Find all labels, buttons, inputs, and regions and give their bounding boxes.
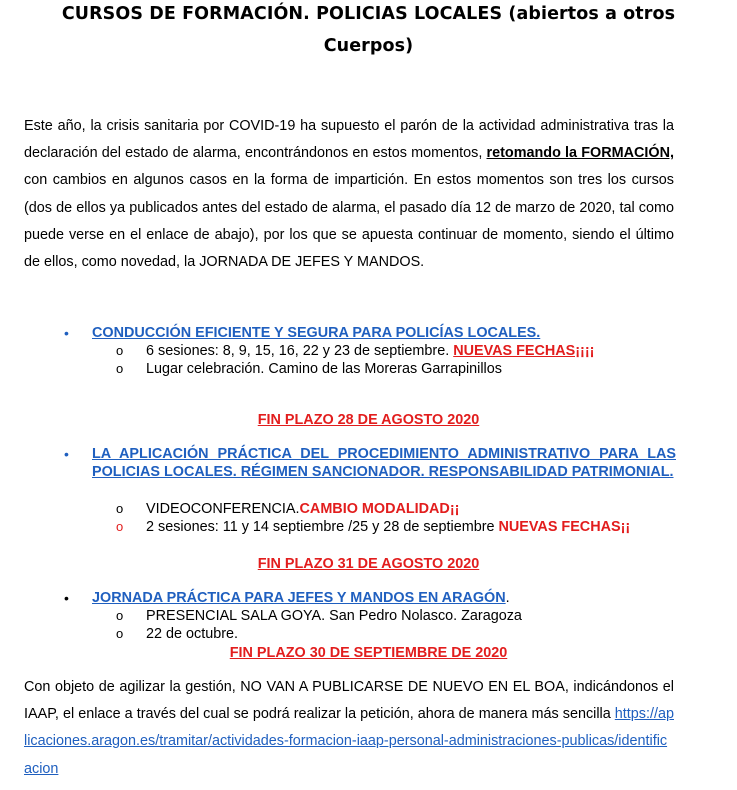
course-3-deadline-text: FIN PLAZO 30 DE SEPTIEMBRE DE 2020	[229, 645, 508, 661]
course-2-deadline-text: FIN PLAZO 31 DE AGOSTO 2020	[257, 556, 480, 572]
bullet-icon: •	[64, 590, 69, 606]
course-3-title-suffix: .	[505, 590, 510, 606]
bullet-icon: •	[64, 446, 69, 462]
intro-paragraph	[24, 113, 674, 276]
sub-bullet-icon: o	[116, 343, 124, 358]
course-3-title-link[interactable]: JORNADA PRÁCTICA PARA JEFES Y MANDOS EN ARAGÓN	[92, 590, 506, 606]
course-item-2	[64, 445, 676, 481]
course-2-sub-2-text: 2 sesiones: 11 y 14 septiembre /25 y 28 de septiembre	[146, 519, 499, 535]
bullet-icon: •	[64, 325, 69, 341]
title-line-2: Cuerpos)	[323, 36, 414, 56]
course-2-sub-2	[116, 518, 676, 536]
intro-highlight: retomando la FORMACIÓN,	[486, 145, 674, 162]
course-2-sub-1-note: CAMBIO MODALIDAD¡¡	[299, 501, 460, 517]
course-2-sub-1	[116, 500, 676, 518]
request-link[interactable]: https://aplicaciones.aragon.es/tramitar/actividades-formacion-iaap-personal-administraciones-publicas/identificacion	[24, 706, 674, 777]
course-1-sub-1-text: 6 sesiones: 8, 9, 15, 16, 22 y 23 de septiembre.	[146, 343, 454, 359]
course-2-sub-2-note: NUEVAS FECHAS¡¡	[498, 519, 631, 535]
course-1-title-link[interactable]: CONDUCCIÓN EFICIENTE Y SEGURA PARA POLICÍAS LOCALES.	[92, 325, 541, 341]
course-1-sub-1-note: NUEVAS FECHAS¡¡¡¡	[453, 343, 595, 359]
sub-bullet-icon: o	[116, 608, 124, 623]
course-3-sub-2	[116, 625, 676, 643]
course-3-sub-1-text: PRESENCIAL SALA GOYA. San Pedro Nolasco. Zaragoza	[146, 608, 522, 624]
course-3-sub-1	[116, 607, 676, 625]
course-2-deadline	[0, 555, 737, 573]
intro-text-after: con cambios en algunos casos en la forma de impartición. En estos momentos son tres los cursos (dos de ellos ya publicados antes del estado de alarma, el pasado día 12 de marzo de 2020, tal como puede verse en el enlace de abajo), por los que se apuesta continuar de momento, siendo el último de ellos, como novedad, la JORNADA DE JEFES Y MANDOS.	[24, 172, 674, 271]
intro-text-before: Este año, la crisis sanitaria por COVID-19 ha supuesto el parón de la actividad administrativa tras la declaración del estado de alarma, encontrándonos en estos momentos,	[24, 118, 674, 162]
course-3-sub-2-text: 22 de octubre.	[146, 626, 239, 642]
sub-bullet-icon: o	[116, 361, 124, 376]
course-item-1	[64, 324, 676, 342]
course-3-deadline	[0, 644, 737, 662]
closing-text: Con objeto de agilizar la gestión, NO VAN A PUBLICARSE DE NUEVO EN EL BOA, indicándonos el IAAP, el enlace a través del cual se podrá realizar la petición, ahora de manera más sencilla	[24, 679, 674, 723]
closing-paragraph	[24, 674, 674, 783]
course-1-sub-1	[116, 342, 676, 360]
sub-bullet-icon: o	[116, 501, 124, 516]
course-item-3	[64, 589, 676, 607]
course-2-sub-1-text: VIDEOCONFERENCIA.	[146, 501, 300, 517]
course-2-title-link[interactable]: LA APLICACIÓN PRÁCTICA DEL PROCEDIMIENTO ADMINISTRATIVO PARA LAS POLICIAS LOCALES. RÉGIMEN SANCIONADOR. RESPONSABILIDAD PATRIMONIAL.	[92, 446, 676, 480]
course-1-deadline-text: FIN PLAZO 28 DE AGOSTO 2020	[257, 412, 480, 428]
sub-bullet-icon: o	[116, 519, 124, 534]
sub-bullet-icon: o	[116, 626, 124, 641]
course-1-sub-2-text: Lugar celebración. Camino de las Moreras Garrapinillos	[146, 361, 502, 377]
course-1-sub-2	[116, 360, 676, 378]
course-1-deadline	[0, 411, 737, 429]
title-line-1: CURSOS DE FORMACIÓN. POLICIAS LOCALES (abiertos a otros	[61, 4, 676, 24]
